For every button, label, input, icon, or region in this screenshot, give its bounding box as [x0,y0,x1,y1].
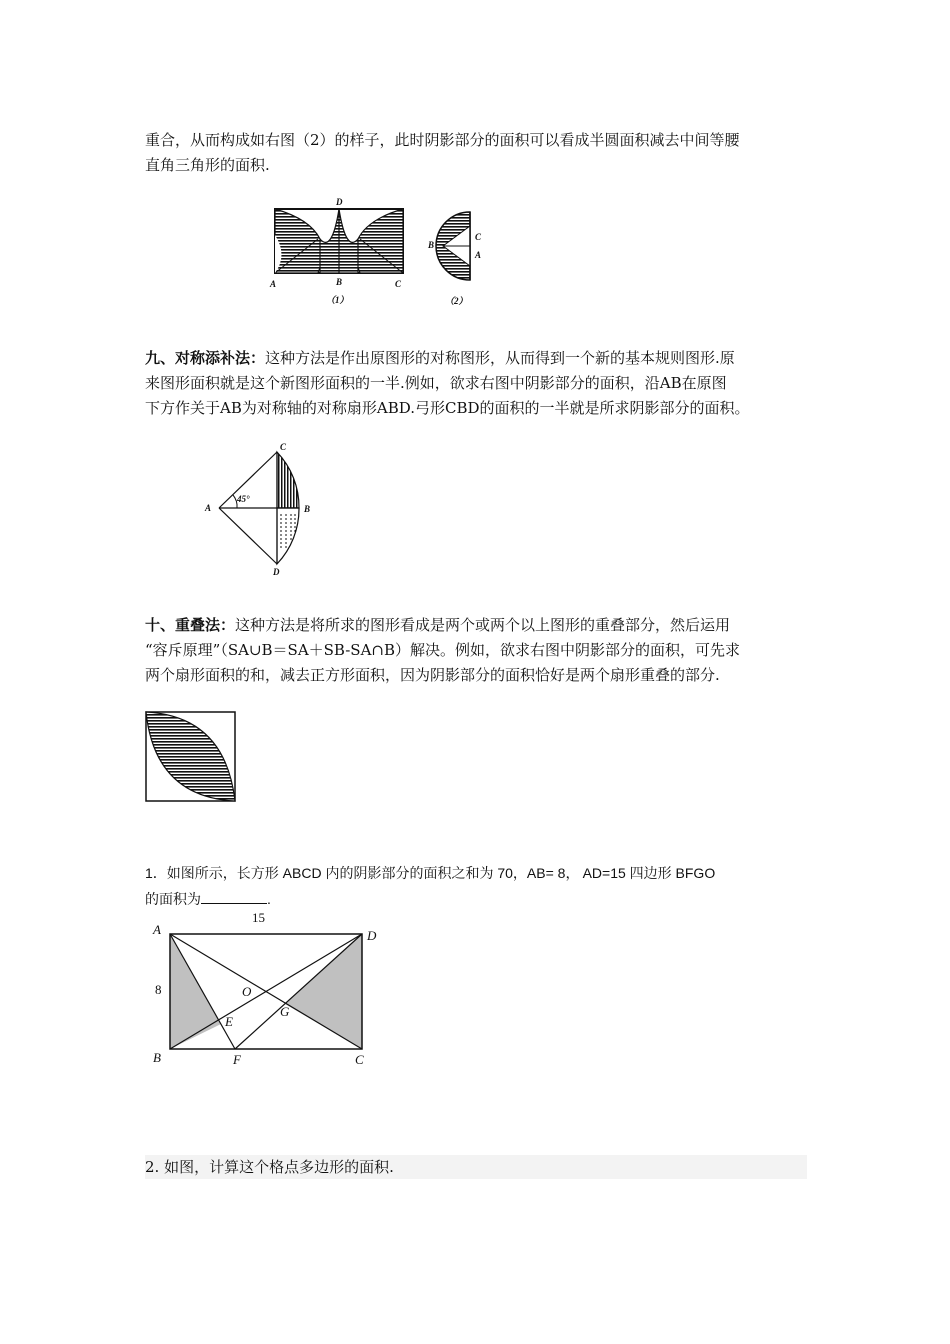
caption-2: （2） [445,296,468,306]
label-A: A [205,503,212,513]
section-10-line-2: “容斥原理”（SA∪B＝SA＋SB-SA∩B）解决。例如，欲求右图中阴影部分的面积，可先求 [145,641,740,659]
section-9-line-2: 来图形面积就是这个新图形面积的一半.例如，欲求右图中阴影部分的面积，沿AB在原图 [145,374,727,392]
label-C: C [355,1052,364,1067]
label-D: D [367,928,377,943]
answer-blank[interactable] [201,888,267,904]
section-10-line-3: 两个扇形面积的和，减去正方形面积，因为阴影部分的面积恰好是两个扇形重叠的部分. [145,666,720,684]
intro-line-1: 重合，从而构成如右图（2）的样子，此时阴影部分的面积可以看成半圆面积减去中间等腰 [145,131,740,149]
label-G: G [280,1004,290,1019]
question-2-text: 2. 如图，计算这个格点多边形的面积. [145,1158,394,1176]
label-B: B [153,1050,161,1065]
figure-1-left [270,195,410,305]
label-B2: B [428,240,435,250]
figure-1-right [423,208,493,308]
question-1: 1．如图所示，长方形 ABCD 内的阴影部分的面积之和为 70，AB= 8， AD=15 四边形 BFGO 的面积为 . [145,865,716,907]
section-9-line-3: 下方作关于AB为对称轴的对称扇形ABD.弓形CBD的面积的一半就是所求阴影部分的面积。 [145,399,750,417]
intro-paragraph [145,128,810,178]
label-C: C [280,442,287,452]
angle-label: 45° [237,494,250,504]
section-9-heading: 九、对称添补法 [145,349,251,367]
figure-4 [145,906,385,1074]
section-9-line-1: 这种方法是作出原图形的对称图形，从而得到一个新的基本规则图形.原 [265,349,735,367]
label-F: F [233,1052,241,1067]
label-A2: A [475,250,482,260]
intro-line-2: 直角三角形的面积. [145,156,270,174]
label-D: D [273,567,280,577]
label-top-15: 15 [252,910,265,925]
figure-2 [200,438,330,578]
label-A: A [153,922,161,937]
figure-3 [145,711,237,803]
section-10-line-1: 这种方法是将所求的图形看成是两个或两个以上图形的重叠部分，然后运用 [235,616,731,634]
label-C2: C [475,232,482,242]
label-D: D [336,197,343,207]
question-1-line-1: 1．如图所示，长方形 ABCD 内的阴影部分的面积之和为 70，AB= 8， AD=15 四边形 BFGO [145,865,716,881]
question-1-prefix: 的面积为 [145,891,201,907]
label-E: E [225,1014,233,1029]
label-B: B [304,504,311,514]
label-left-8: 8 [155,982,162,997]
question-2 [145,1155,807,1179]
label-A: A [270,279,277,289]
section-10-paragraph: 十、重叠法：这种方法是将所求的图形看成是两个或两个以上图形的重叠部分，然后运用 “容斥原理”（SA∪B＝SA＋SB-SA∩B）解决。例如，欲求右图中阴影部分的面积，可先求 两个扇形面积的和，减去正方形面积，因为阴影部分的面积恰好是两个扇形重叠的部分. [145,616,740,684]
section-9-paragraph: 九、对称添补法：这种方法是作出原图形的对称图形，从而得到一个新的基本规则图形.原 来图形面积就是这个新图形面积的一半.例如，欲求右图中阴影部分的面积，沿AB在原图 下方作关于AB为对称轴的对称扇形ABD.弓形CBD的面积的一半就是所求阴影部分的面积。 [145,349,750,417]
section-10-heading: 十、重叠法 [145,616,221,634]
label-B: B [336,277,343,287]
label-C: C [395,279,402,289]
label-O: O [242,984,252,999]
caption-1: （1） [326,295,349,305]
